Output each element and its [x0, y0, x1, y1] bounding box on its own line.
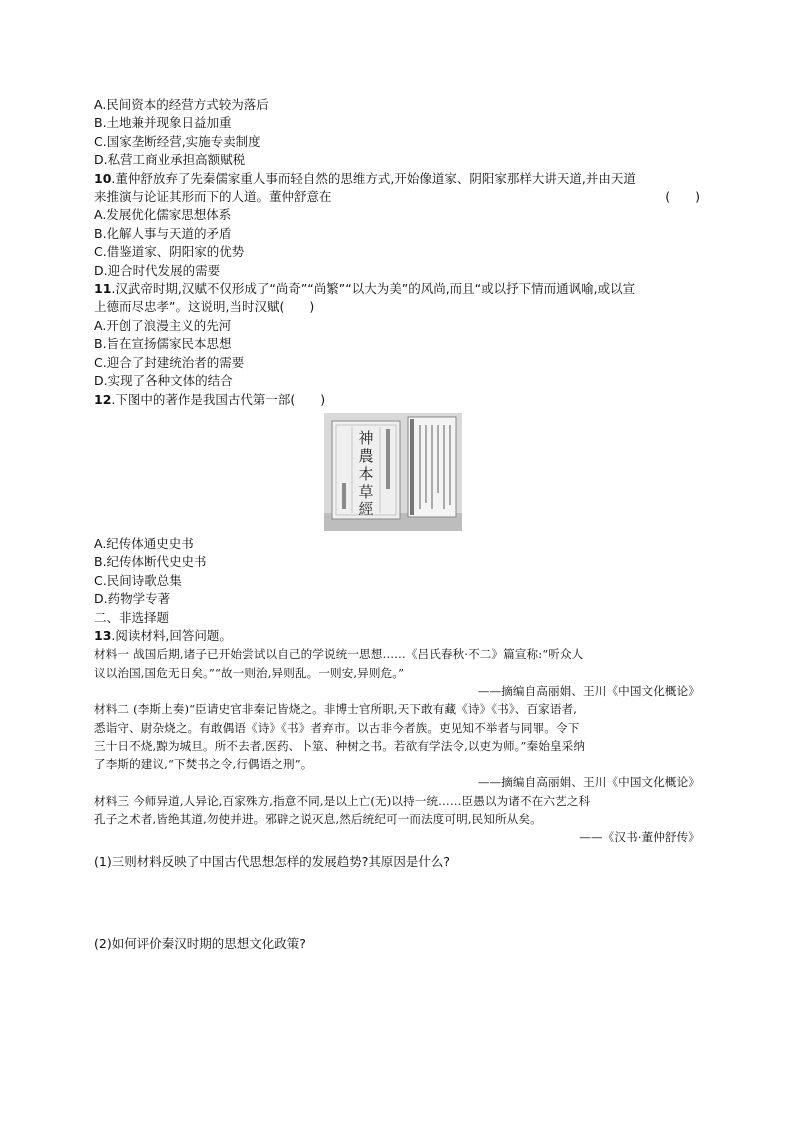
material-3-line2: 孔子之术者,皆绝其道,勿使并进。邪辟之说灭息,然后统纪可一而法度可明,民知所从矣。 [94, 812, 542, 827]
q9-options [94, 96, 700, 170]
q12-option-d: D.药物学专著 [94, 591, 171, 607]
material-1-source: ——摘编自高丽娟、王川《中国文化概论》 [477, 683, 700, 698]
q11-option-a: A.开创了浪漫主义的先河 [94, 317, 232, 333]
material-2 [94, 700, 700, 791]
material-3-source: ——《汉书·董仲舒传》 [579, 830, 700, 845]
book-title-char-3: 本 [358, 464, 374, 483]
q12-option-b: B.纪传体断代史史书 [94, 554, 207, 570]
book-title-char-1: 神 [358, 428, 374, 447]
material-3 [94, 792, 700, 847]
material-2-line2: 悉诣守、尉杂烧之。有敢偶语《诗》《书》者弃市。以古非今者族。吏见知不举者与同罪。令下 [94, 720, 580, 735]
q13-stem: 13.阅读材料,回答问题。 [94, 627, 232, 643]
q13-subquestion-2: (2)如何评价秦汉时期的思想文化政策? [94, 935, 306, 951]
material-1 [94, 645, 700, 700]
material-1-label: 材料一 [94, 647, 130, 662]
q9-option-d: D.私营工商业承担高额赋税 [94, 152, 246, 168]
q9-option-b: B.土地兼并现象日益加重 [94, 115, 232, 131]
q12-option-a: A.纪传体通史史书 [94, 535, 194, 551]
q11-option-b: B.旨在宣扬儒家民本思想 [94, 336, 232, 352]
q10-answer-paren: ( ) [665, 189, 700, 205]
q10-number: 10 [94, 170, 112, 186]
q11-stem-line2: 上德而尽忠孝”。这说明,当时汉赋( ) [94, 299, 315, 315]
book-title-char-4: 草 [358, 482, 374, 501]
q12-option-c: C.民间诗歌总集 [94, 572, 182, 588]
material-2-line3: 三十日不烧,黥为城旦。所不去者,医药、卜筮、种树之书。若欲有学法令,以吏为师。”秦始皇采纳 [94, 738, 586, 753]
q10-stem-line1: 10.董仲舒放弃了先秦儒家重人事而轻自然的思维方式,开始像道家、阴阳家那样大讲天道,并由天道 [94, 170, 636, 186]
q9-option-c: C.国家垄断经营,实施专卖制度 [94, 133, 261, 149]
q10-stem-line2: 来推演与论证其形而下的人道。董仲舒意在 ( ) [94, 188, 700, 206]
q11-option-c: C.迎合了封建统治者的需要 [94, 354, 245, 370]
material-2-line1: 材料二 (李斯上奏)“臣请史官非秦记皆烧之。非博士官所职,天下敢有藏《诗》《书》、百家语者, [94, 702, 578, 717]
q11-number: 11 [94, 281, 112, 297]
q10-option-a: A.发展优化儒家思想体系 [94, 207, 232, 223]
q11-stem-line1: 11.汉武帝时期,汉赋不仅形成了“尚奇”“尚繁”“以大为美”的风尚,而且“或以抒下情而通讽喻,或以宣 [94, 281, 636, 297]
q10-option-b: B.化解人事与天道的矛盾 [94, 225, 232, 241]
q9-option-a: A.民间资本的经营方式较为落后 [94, 97, 269, 112]
q13-subquestion-1: (1)三则材料反映了中国古代思想怎样的发展趋势?其原因是什么? [94, 853, 450, 869]
book-photo [324, 413, 462, 531]
material-1-line2: 议以治国,国危无日矣。”“故一则治,异则乱。一则安,异则危。” [94, 665, 405, 680]
q10-option-d: D.迎合时代发展的需要 [94, 262, 221, 278]
material-2-line4: 了李斯的建议,“下焚书之令,行偶语之刑”。 [94, 757, 313, 772]
q12-number: 12 [94, 391, 112, 407]
book-title-char-5: 經 [358, 499, 374, 518]
book-title [358, 429, 373, 518]
material-3-label: 材料三 [94, 793, 130, 808]
material-2-source: ——摘编自高丽娟、王川《中国文化概论》 [477, 775, 700, 790]
question-13 [94, 627, 700, 953]
book-photo-illustration [324, 413, 462, 531]
q10-option-c: C.借鉴道家、阴阳家的优势 [94, 244, 245, 260]
material-1-line1: 材料一 战国后期,诸子已开始尝试以自己的学说统一思想……《吕氏春秋·不二》篇宣称:“听众人 [94, 647, 584, 662]
material-2-label: 材料二 [94, 702, 130, 717]
section-heading-non-choice: 二、非选择题 [94, 609, 170, 625]
material-3-line1: 材料三 今师异道,人异论,百家殊方,指意不同,是以上亡(无)以持一统……臣愚以为诸不在六艺之科 [94, 793, 591, 808]
question-11 [94, 280, 700, 390]
q13-number: 13 [94, 627, 112, 643]
answer-space-1 [94, 871, 700, 929]
question-10 [94, 170, 700, 280]
q11-option-d: D.实现了各种文体的结合 [94, 373, 233, 389]
exam-page [94, 96, 700, 953]
question-12 [94, 391, 700, 609]
q12-stem: 12.下图中的著作是我国古代第一部( ) [94, 391, 326, 407]
book-title-char-2: 農 [358, 446, 374, 465]
